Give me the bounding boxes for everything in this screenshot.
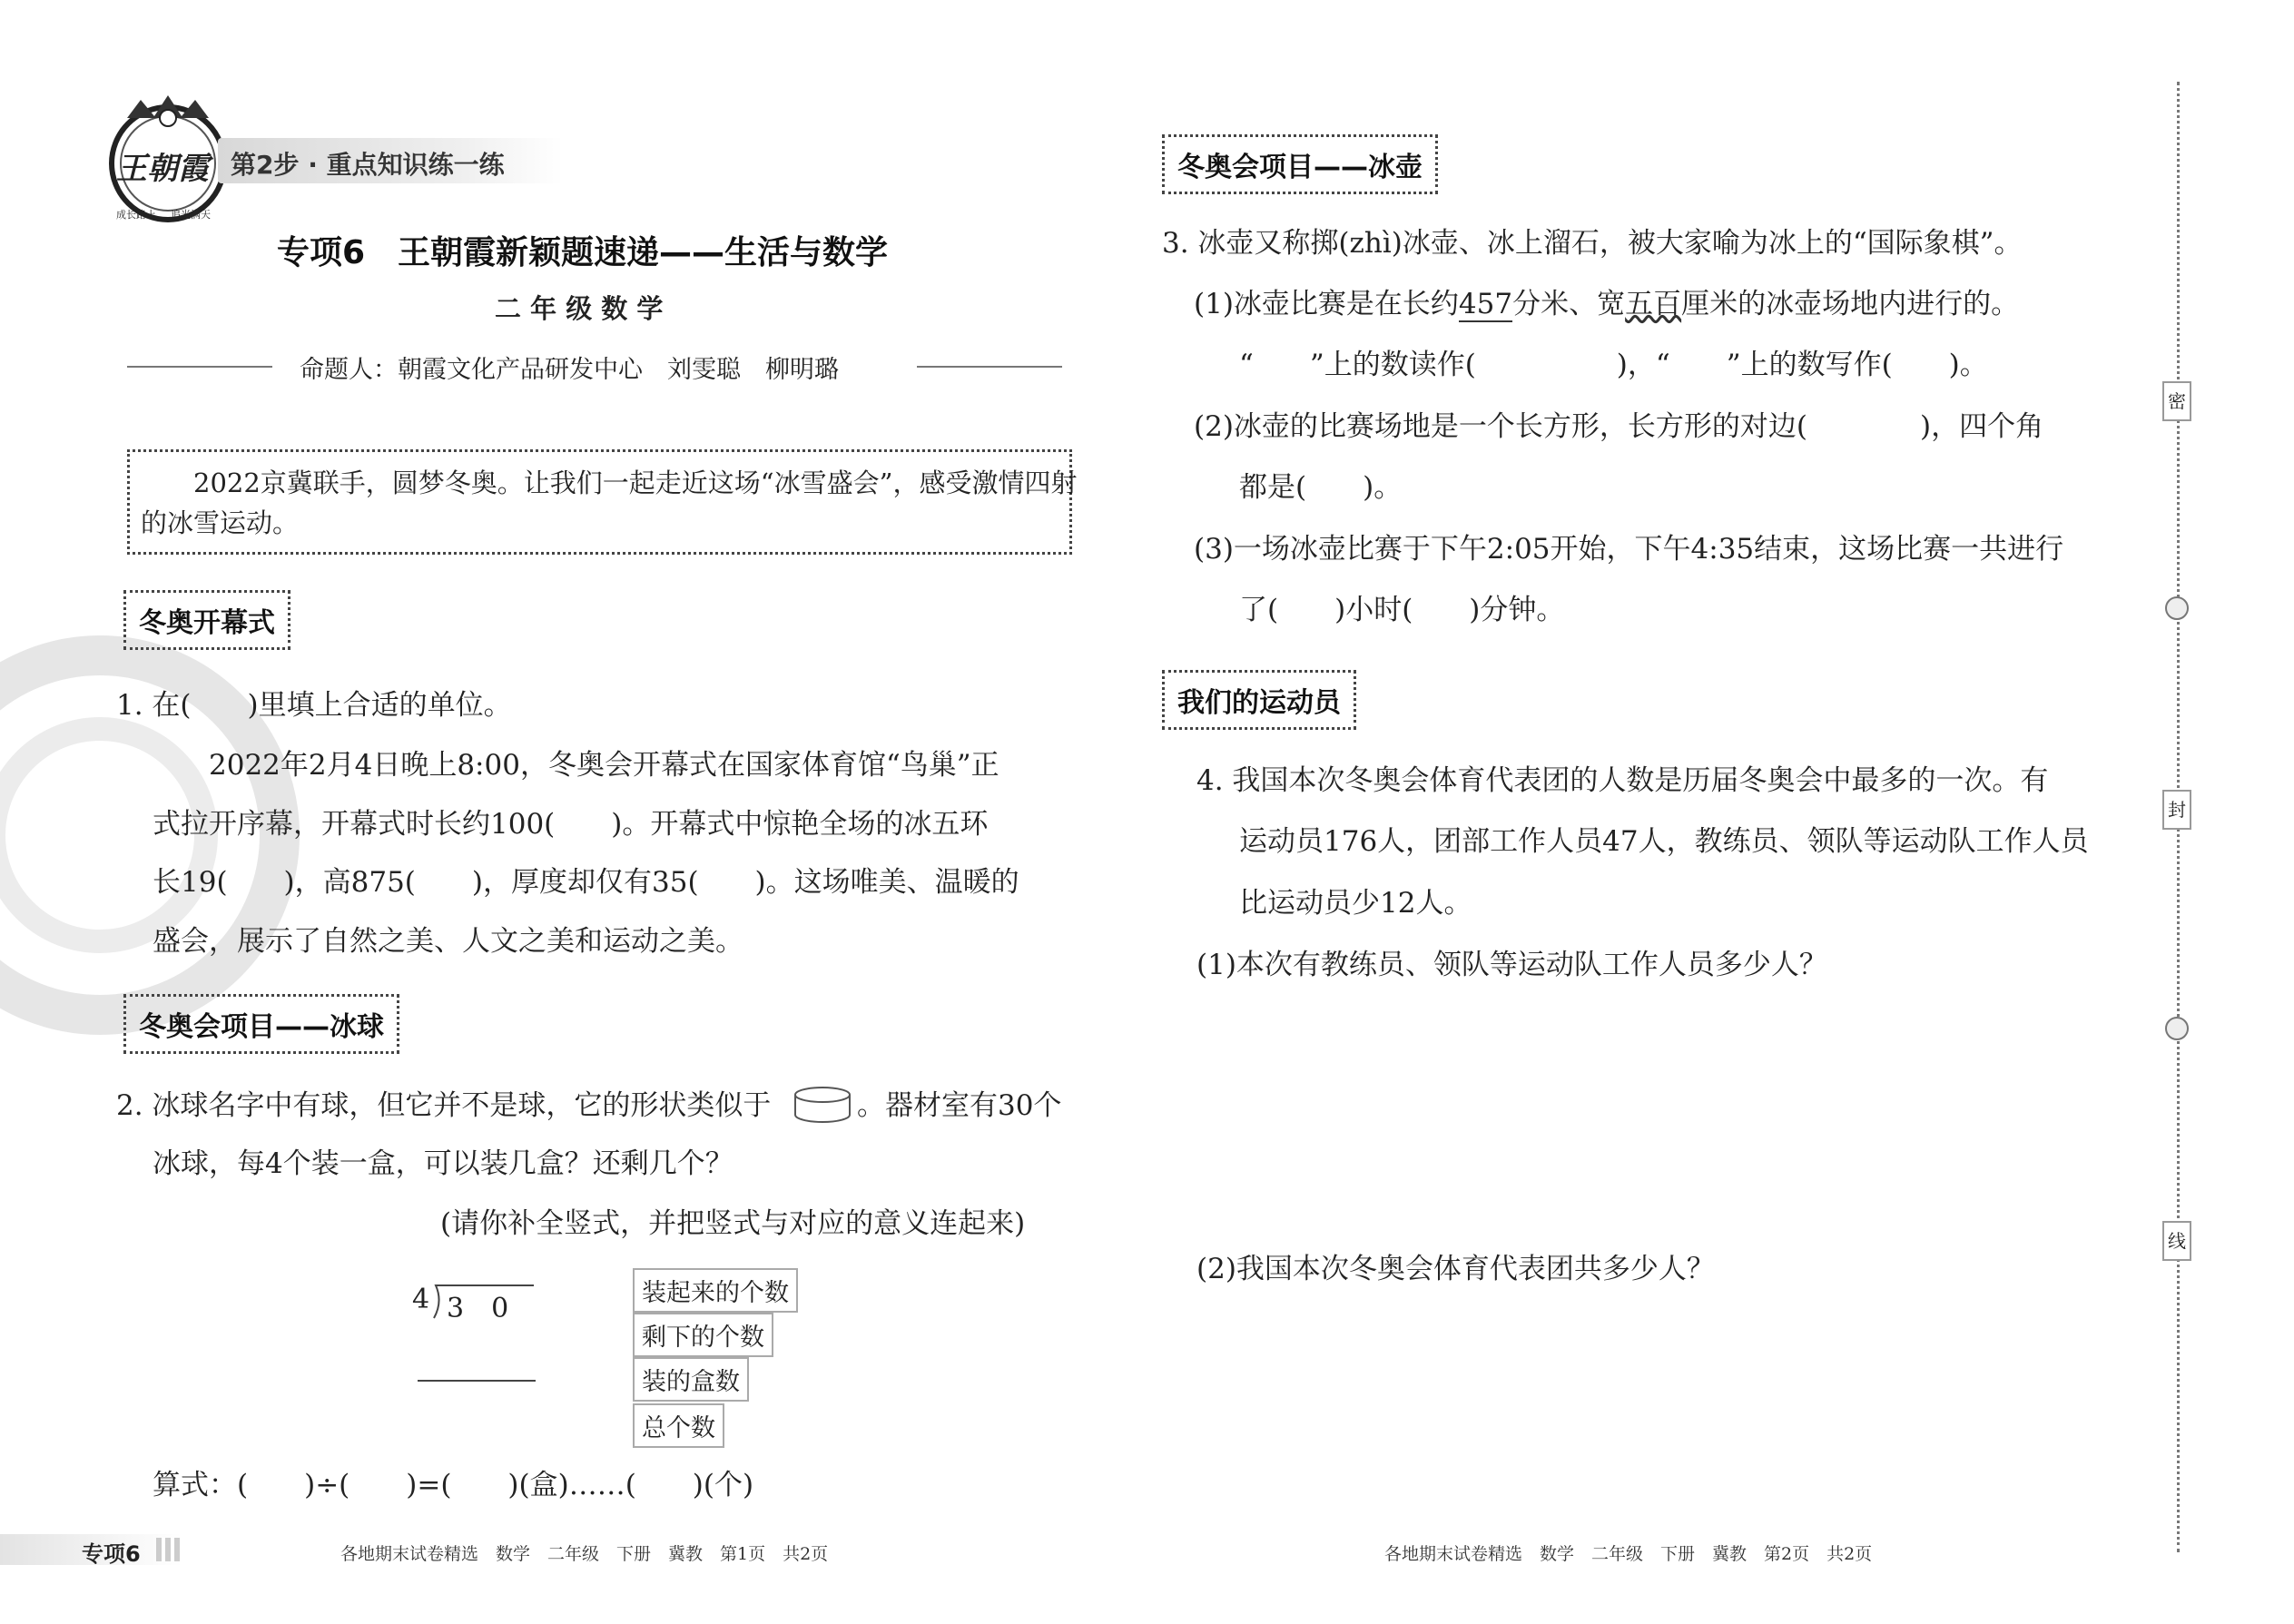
section-label-opening: 冬奥开幕式 bbox=[123, 590, 290, 650]
q4-line-1: 4. 我国本次冬奥会体育代表团的人数是历届冬奥会中最多的一次。有 bbox=[1196, 764, 2049, 797]
q3-1-part-b: 分米、宽 bbox=[1512, 288, 1626, 320]
q3-1-part-c: 厘米的冰壶场地内进行的。 bbox=[1681, 288, 2020, 320]
option-packed-count[interactable]: 装起来的个数 bbox=[633, 1268, 798, 1313]
footer-tab-label: 专项6 bbox=[82, 1541, 141, 1567]
footer-tab bbox=[0, 1534, 182, 1565]
section-label-athletes: 我们的运动员 bbox=[1162, 670, 1356, 730]
cylinder-icon bbox=[792, 1086, 853, 1129]
q3-3-line-1: (3)一场冰壶比赛于下午2:05开始，下午4:35结束，这场比赛一共进行 bbox=[1194, 533, 2064, 566]
q3-1-wavy: 五百 bbox=[1625, 288, 1682, 320]
q3-2-line-1: (2)冰壶的比赛场地是一个长方形，长方形的对边( )，四个角 bbox=[1194, 410, 2044, 443]
q4-sub-1: (1)本次有教练员、领队等运动队工作人员多少人？ bbox=[1196, 949, 1827, 981]
q4-line-3: 比运动员少12人。 bbox=[1239, 887, 1472, 920]
authors: 命题人：朝霞文化产品研发中心 刘雯聪 柳明璐 bbox=[300, 356, 839, 384]
q4-line-2: 运动员176人，团部工作人员47人，教练员、领队等运动队工作人员 bbox=[1239, 825, 2089, 858]
q2-line-2: 冰球，每4个装一盒，可以装几盒？还剩几个？ bbox=[153, 1147, 733, 1180]
q3-1-answer-line: “ ”上的数读作( )，“ ”上的数写作( )。 bbox=[1239, 349, 1988, 381]
q2-line-1b: 。器材室有30个 bbox=[857, 1089, 1062, 1122]
option-remaining-count[interactable]: 剩下的个数 bbox=[633, 1313, 773, 1357]
intro-line-1: 2022京冀联手，圆梦冬奥。让我们一起走近这场“冰雪盛会”，感受激情四射 bbox=[141, 468, 1078, 498]
division-dividend: 3 0 bbox=[447, 1293, 509, 1324]
q3-1-line bbox=[1194, 286, 2019, 322]
footer-tab-squares bbox=[156, 1538, 180, 1561]
q1-line-1: 2022年2月4日晚上8:00，冬奥会开幕式在国家体育馆“鸟巢”正 bbox=[153, 749, 999, 782]
option-total-count[interactable]: 总个数 bbox=[633, 1403, 724, 1448]
q1-line-2: 式拉开序幕，开幕式时长约100( )。开幕式中惊艳全场的冰五环 bbox=[153, 808, 989, 841]
binding-circle-2 bbox=[2165, 1017, 2189, 1040]
long-division[interactable] bbox=[409, 1280, 536, 1389]
binding-mark-seal-text: 密 bbox=[2168, 390, 2186, 412]
q2-line-1a: 2. 冰球名字中有球，但它并不是球，它的形状类似于 bbox=[116, 1089, 772, 1122]
section-label-curling: 冬奥会项目——冰壶 bbox=[1162, 134, 1438, 194]
authors-line bbox=[127, 349, 1062, 386]
binding-mark-line-text: 线 bbox=[2168, 1230, 2186, 1252]
page-title: 专项6 王朝霞新颖题速递——生活与数学 bbox=[277, 234, 889, 271]
q1-line-4: 盛会，展示了自然之美、人文之美和运动之美。 bbox=[153, 925, 743, 958]
intro-box bbox=[127, 449, 1078, 555]
q3-1-part-a: (1)冰壶比赛是在长约 bbox=[1194, 288, 1459, 320]
q4-answer-area-1[interactable] bbox=[1196, 999, 2122, 1235]
q3-3-line-2: 了( )小时( )分钟。 bbox=[1239, 594, 1565, 626]
binding-mark-line bbox=[2162, 1221, 2191, 1261]
q2-hint: (请你补全竖式，并把竖式与对应的意义连起来) bbox=[440, 1207, 1026, 1240]
binding-mark-seal-2 bbox=[2162, 790, 2191, 830]
q3-head: 3. 冰壶又称掷(zhì)冰壶、冰上溜石，被大家喻为冰上的“国际象棋”。 bbox=[1162, 227, 2023, 260]
q3-2-line-2: 都是( )。 bbox=[1239, 471, 1403, 504]
subject-title: 二 年 级 数 学 bbox=[495, 293, 664, 324]
logo-text: 王朝霞 bbox=[116, 151, 209, 187]
division-divisor: 4 bbox=[412, 1284, 430, 1315]
q1-head: 1. 在( )里填上合适的单位。 bbox=[116, 689, 512, 722]
intro-line-2: 的冰雪运动。 bbox=[141, 507, 300, 538]
footer-right-info: 各地期末试卷精选 数学 二年级 下册 冀教 第2页 共2页 bbox=[1384, 1544, 1873, 1564]
binding-mark-seal-2-text: 封 bbox=[2168, 799, 2186, 821]
step-label: 第2步 · 重点知识练一练 bbox=[231, 150, 505, 180]
section-label-hockey: 冬奥会项目——冰球 bbox=[123, 994, 399, 1054]
binding-circle-1 bbox=[2165, 596, 2189, 620]
q4-answer-area-2[interactable] bbox=[1196, 1298, 2122, 1525]
q4-sub-2: (2)我国本次冬奥会体育代表团共多少人？ bbox=[1196, 1253, 1715, 1285]
binding-mark-seal bbox=[2162, 381, 2191, 421]
division-result-line bbox=[418, 1380, 536, 1382]
logo-sub-left: 成长路上 bbox=[116, 209, 156, 221]
logo bbox=[100, 91, 236, 227]
option-box-count[interactable]: 装的盒数 bbox=[633, 1357, 749, 1402]
step-banner bbox=[218, 138, 563, 183]
logo-sub-right: 追光满天 bbox=[171, 209, 211, 221]
formula-line: 算式：( )÷( )=( )(盒)……( )(个) bbox=[153, 1469, 754, 1501]
divider-left bbox=[127, 366, 272, 368]
footer-left-info: 各地期末试卷精选 数学 二年级 下册 冀教 第1页 共2页 bbox=[340, 1544, 829, 1564]
divider-right bbox=[917, 366, 1062, 368]
q3-1-number: 457 bbox=[1458, 288, 1513, 320]
q1-line-3: 长19( )，高875( )，厚度却仅有35( )。这场唯美、温暖的 bbox=[153, 866, 1019, 899]
